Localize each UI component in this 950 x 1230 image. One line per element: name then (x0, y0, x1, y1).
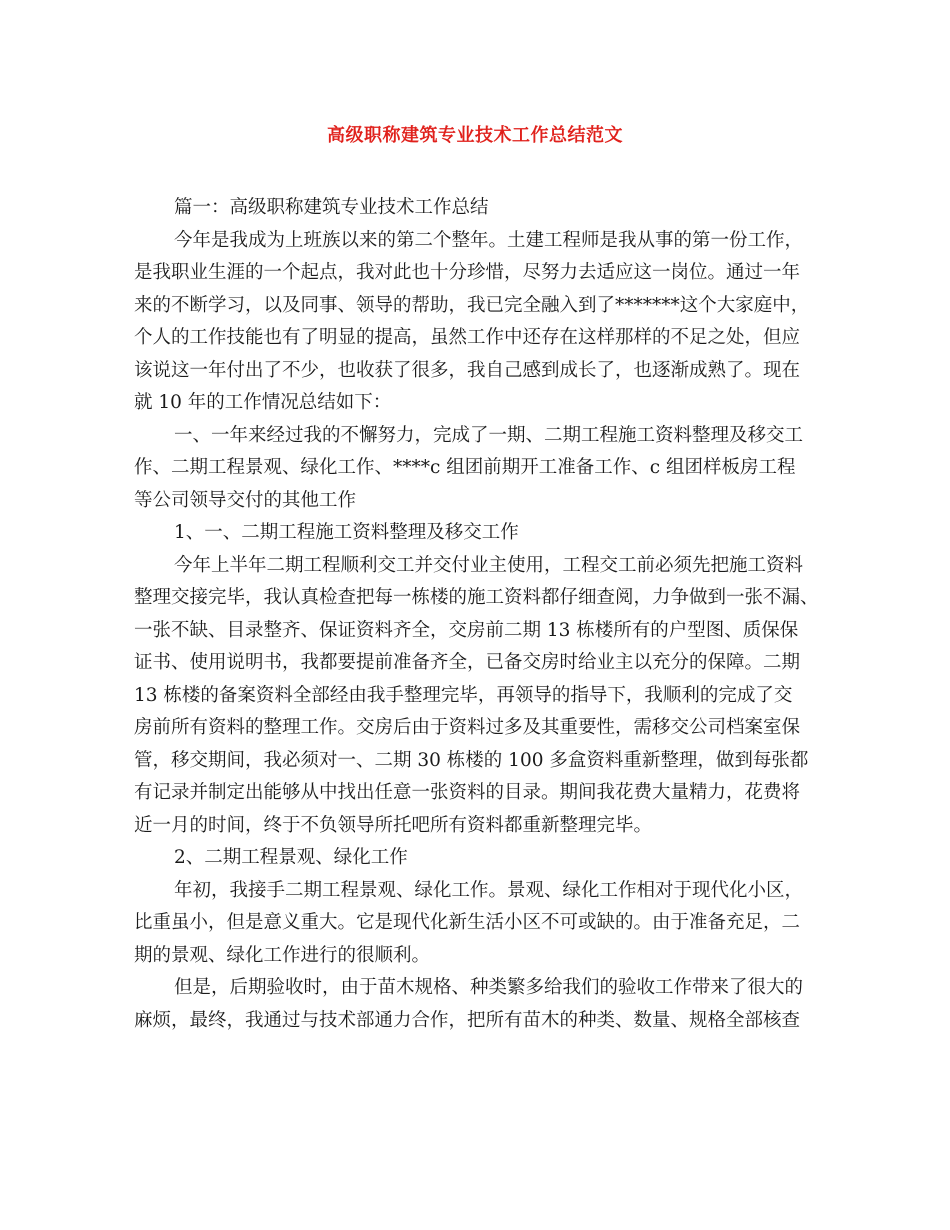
body-line: 整理交接完毕，我认真检查把每一栋楼的施工资料都仔细查阅，力争做到一张不漏、 (134, 587, 819, 608)
body-line: 年初，我接手二期工程景观、绿化工作。景观、绿化工作相对于现代化小区， (174, 879, 804, 901)
body-line: 就 10 年的工作情况总结如下： (134, 392, 392, 413)
body-line: 一、一年来经过我的不懈努力，完成了一期、二期工程施工资料整理及移交工 (174, 424, 804, 446)
body-line: 个人的工作技能也有了明显的提高，虽然工作中还存在这样那样的不足之处，但应 (134, 327, 801, 348)
body-line: 2、二期工程景观、绿化工作 (174, 847, 408, 868)
document-title: 高级职称建筑专业技术工作总结范文 (327, 125, 623, 146)
body-line: 近一月的时间，终于不负领导所托吧所有资料都重新整理完毕。 (134, 814, 653, 836)
body-line: 比重虽小，但是意义重大。它是现代化新生活小区不可或缺的。由于准备充足，二 (134, 912, 801, 933)
body-line: 等公司领导交付的其他工作 (134, 489, 357, 511)
body-line: 今年上半年二期工程顺利交工并交付业主使用，工程交工前必须先把施工资料 (174, 554, 804, 576)
body-line: 来的不断学习，以及同事、领导的帮助，我已完全融入到了*******这个大家庭中， (134, 294, 810, 316)
body-line: 1、一、二期工程施工资料整理及移交工作 (174, 522, 519, 543)
body-line: 有记录并制定出能够从中找出任意一张资料的目录。期间我花费大量精力，花费将 (134, 782, 801, 803)
body-line: 管，移交期间，我必须对一、二期 30 栋楼的 100 多盒资料重新整理，做到每张都 (134, 749, 809, 771)
body-line: 是我职业生涯的一个起点，我对此也十分珍惜，尽努力去适应这一岗位。通过一年 (134, 262, 801, 283)
body-line: 证书、使用说明书，我都要提前准备齐全，已备交房时给业主以充分的保障。二期 (134, 652, 801, 673)
body-line: 期的景观、绿化工作进行的很顺利。 (134, 944, 431, 966)
body-line: 今年是我成为上班族以来的第二个整年。土建工程师是我从事的第一份工作， (174, 229, 804, 251)
body-line: 13 栋楼的备案资料全部经由我手整理完毕，再领导的指导下，我顺利的完成了交 (134, 684, 793, 706)
body-line: 但是，后期验收时，由于苗木规格、种类繁多给我们的验收工作带来了很大的 (174, 977, 804, 998)
body-line: 一张不缺、目录整齐、保证资料齐全，交房前二期 13 栋楼所有的户型图、质保保 (134, 619, 799, 641)
body-line: 作、二期工程景观、绿化工作、****c 组团前期开工准备工作、c 组团样板房工程 (134, 457, 796, 478)
body-line: 麻烦，最终，我通过与技术部通力合作，把所有苗木的种类、数量、规格全部核查 (134, 1009, 801, 1031)
body-line: 房前所有资料的整理工作。交房后由于资料过多及其重要性，需移交公司档案室保 (134, 717, 801, 738)
body-line: 篇一：高级职称建筑专业技术工作总结 (174, 197, 489, 218)
document-body (134, 192, 834, 1037)
body-line: 该说这一年付出了不少，也收获了很多，我自己感到成长了，也逐渐成熟了。现在 (134, 359, 801, 381)
